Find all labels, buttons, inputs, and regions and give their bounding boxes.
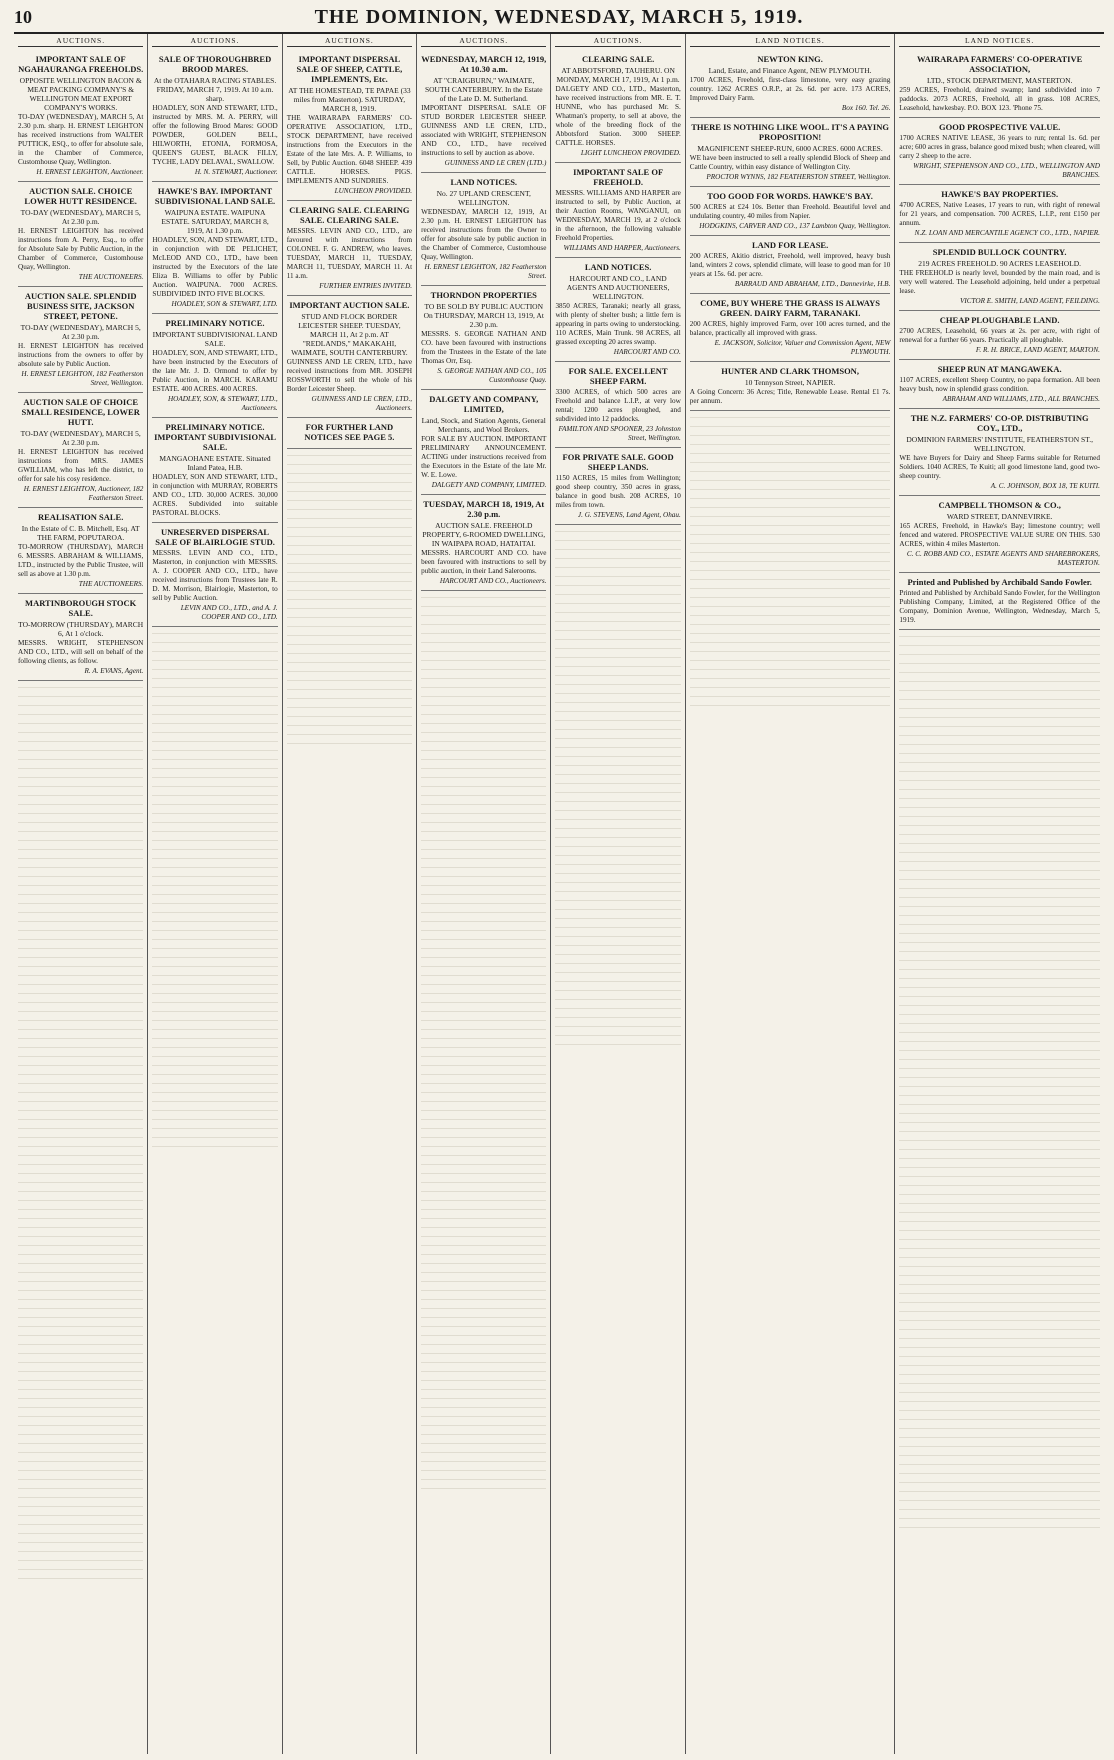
ad-title: WEDNESDAY, MARCH 12, 1919, At 10.30 a.m. xyxy=(421,54,547,74)
advertisement xyxy=(421,495,546,591)
ad-body: H. ERNEST LEIGHTON has received instructions from A. Perry, Esq., to offer for Absolute Sale by Public Auction, in the Chamber of Commerce, Customhouse Quay, Wellington. xyxy=(18,227,144,271)
column-header: LAND NOTICES. xyxy=(690,36,891,47)
advertisement xyxy=(287,418,412,449)
ad-title: AUCTION SALE. SPLENDID BUSINESS SITE, JACKSON STREET, PETONE. xyxy=(24,291,137,321)
ad-body: 1700 ACRES, Freehold, first-class limestone, very easy grazing country. 1262 ACRES O.R.P., at 2s. 6d. per acre. 173 ACRES, Improved Dairy Farm. xyxy=(689,76,891,102)
advertisement xyxy=(899,50,1100,118)
column-header: AUCTIONS. xyxy=(152,36,277,47)
ad-signature: Box 160. Tel. 26. xyxy=(841,104,891,112)
ad-title: THE N.Z. FARMERS' CO-OP. DISTRIBUTING COY., LTD., xyxy=(910,413,1089,433)
ad-subtitle: TO-DAY (WEDNESDAY), MARCH 5, At 2.30 p.m. xyxy=(20,208,141,226)
ad-subtitle: MAGNIFICENT SHEEP-RUN, 6000 ACRES. 6000 ACRES. xyxy=(697,144,883,153)
ad-title: GOOD PROSPECTIVE VALUE. xyxy=(939,122,1061,132)
advertisement xyxy=(421,50,546,173)
column-3 xyxy=(283,34,417,1754)
ad-signature: H. N. STEWART, Auctioneer. xyxy=(194,168,278,176)
advertisement xyxy=(18,287,143,393)
ad-signature: FURTHER ENTRIES INVITED. xyxy=(319,282,413,290)
advertisement xyxy=(899,243,1100,311)
ad-title: LAND NOTICES. xyxy=(584,262,652,272)
ad-signature: H. ERNEST LEIGHTON, Auctioneer, 182 Featherston Street. xyxy=(23,485,144,502)
ad-subtitle: In the Estate of C. B. Mitchell, Esq. AT THE FARM, POPUTAROA. xyxy=(21,524,140,542)
ad-signature: LIGHT LUNCHEON PROVIDED. xyxy=(580,149,681,157)
ad-signature: H. ERNEST LEIGHTON, 182 Featherston Street. xyxy=(424,263,547,280)
ad-subtitle: Land, Estate, and Finance Agent, NEW PLYMOUTH. xyxy=(708,66,872,75)
ad-subtitle: DOMINION FARMERS' INSTITUTE, FEATHERSTON ST., WELLINGTON. xyxy=(906,435,1093,453)
ad-body: H. ERNEST LEIGHTON has received instructions from the owners to offer by absolute sale by Public Auction. xyxy=(18,342,144,368)
ad-title: AUCTION SALE. CHOICE LOWER HUTT RESIDENCE. xyxy=(24,186,137,206)
ad-title: CAMPBELL THOMSON & CO., xyxy=(938,500,1061,510)
advertisement xyxy=(899,496,1100,573)
small-print-text-block xyxy=(18,681,143,1581)
ad-body: 2700 ACRES, Leasehold, 66 years at 2s. per acre, with right of renewal for a further 66 years. Practically all ploughable. xyxy=(899,327,1100,344)
columns xyxy=(14,34,1104,1754)
ad-body: Printed and Published by Archibald Sando Fowler, for the Wellington Publishing Company, Limited, at the Registered Office of the Company, Dominion Avenue, Wellington, Wednesday, March 5, 1919. xyxy=(899,589,1100,624)
advertisement xyxy=(555,163,680,258)
ad-title: AUCTION SALE OF CHOICE SMALL RESIDENCE, LOWER HUTT. xyxy=(21,397,140,427)
column-header: AUCTIONS. xyxy=(421,36,546,47)
ad-signature: GUINNESS AND LE CREN, LTD., Auctioneers. xyxy=(311,395,413,412)
ad-signature: HARCOURT AND CO., Auctioneers. xyxy=(439,577,547,585)
ad-body: DALGETY AND CO., LTD., Masterton, have received instructions from MR. E. T. HUNNE, who has purchased Mr. S. Whatman's property, to sell at above, the whole of the breeding flock of the Abbotsford Station. 3000 SHEEP. CATTLE. HORSES. xyxy=(555,85,681,147)
ad-title: REALISATION SALE. xyxy=(38,512,124,522)
advertisement xyxy=(18,50,143,182)
advertisement xyxy=(421,173,546,286)
ad-subtitle: IMPORTANT SUBDIVISIONAL LAND SALE. xyxy=(152,330,278,348)
ad-subtitle: At the OTAHARA RACING STABLES. FRIDAY, MARCH 7, 1919. At 10 a.m. sharp. xyxy=(153,76,277,103)
ad-title: IMPORTANT DISPERSAL SALE OF SHEEP, CATTLE, IMPLEMENTS, Etc. xyxy=(296,54,403,84)
ad-title: IMPORTANT SALE OF NGAHAURANGA FREEHOLDS. xyxy=(18,54,144,74)
ad-subtitle: WARD STREET, DANNEVIRKE. xyxy=(946,512,1053,521)
ad-body: 200 ACRES, highly improved Farm, over 100 acres turned, and the balance, practically all improved with grass. xyxy=(689,320,891,337)
ad-body: MESSRS. S. GEORGE NATHAN AND CO. have been favoured with instructions from the Trustees in the Estate of the late Thomas Orr, Esq. xyxy=(421,330,547,365)
advertisement xyxy=(555,258,680,362)
column-header: AUCTIONS. xyxy=(18,36,143,47)
ad-body: A Going Concern: 36 Acres; Title, Renewable Lease. Rental £1 7s. per annum. xyxy=(689,388,891,405)
ad-title: SPLENDID BULLOCK COUNTRY. xyxy=(932,247,1067,257)
ad-signature: BARRAUD AND ABRAHAM, LTD., Dannevirke, H.B. xyxy=(734,280,891,288)
advertisement xyxy=(421,390,546,495)
ad-title: PRELIMINARY NOTICE. xyxy=(165,318,265,328)
ad-signature: HARCOURT AND CO. xyxy=(613,348,681,356)
ad-title: HAWKE'S BAY PROPERTIES. xyxy=(941,189,1059,199)
ad-signature: HOADLEY, SON, & STEWART, LTD., Auctioneers. xyxy=(167,395,278,412)
column-header: LAND NOTICES. xyxy=(899,36,1100,47)
ad-body: HOADLEY, SON AND STEWART, LTD., instructed by MRS. M. A. PERRY, will offer the following Brood Mares: GOOD POWDER, GOLDEN BELL, HILWORTH, ETONIA, FORMOSA, QUEEN'S GUEST, BLACK FILLY, TYCHE, LADY DELAVAL, SWALLOW. xyxy=(152,104,278,166)
ad-body: 165 ACRES, Freehold, in Hawke's Bay; limestone country; well fenced and watered. PROSPECTIVE VALUE SURE ON THIS. 530 ACRES, within 4 miles Masterton. xyxy=(899,522,1100,548)
ad-body: TO-DAY (WEDNESDAY), MARCH 5, At 2.30 p.m. sharp. H. ERNEST LEIGHTON has received instructions from WALTER PUTTICK, ESQ., to offer for absolute sale, in the Chamber of Commerce, Customhouse Quay, Wellington. xyxy=(18,113,144,166)
advertisement xyxy=(18,508,143,594)
ad-body: 200 ACRES, Akitio district, Freehold, well improved, heavy bush land, winters 2 cows, splendid climate, will lease to good man for 10 years at 15s. 6d. per acre. xyxy=(689,252,891,278)
ad-title: FOR PRIVATE SALE. GOOD SHEEP LANDS. xyxy=(562,452,674,472)
ad-body: HOADLEY, SON, AND STEWART, LTD., have been instructed by the Executors of the late Mr. J. D. Ormond to offer by Public Auction, in MARCH. KARAMU ESTATE. 400 ACRES. 400 ACRES. xyxy=(152,349,278,393)
ad-subtitle: AT "CRAIGBURN," WAIMATE, SOUTH CANTERBURY. In the Estate of the Late D. M. Sutherland. xyxy=(424,76,543,103)
column-7 xyxy=(895,34,1104,1754)
advertisement xyxy=(287,296,412,418)
ad-subtitle: TO BE SOLD BY PUBLIC AUCTION On THURSDAY, MARCH 13, 1919, At 2.30 p.m. xyxy=(423,302,544,329)
advertisement xyxy=(18,393,143,508)
advertisement xyxy=(690,236,891,294)
ad-body: TO-MORROW (THURSDAY), MARCH 6. MESSRS. ABRAHAM & WILLIAMS, LTD., instructed by the Public Trustee, will sell as above at 1.30 p.m. xyxy=(18,543,144,578)
ad-title: THERE IS NOTHING LIKE WOOL. IT'S A PAYING PROPOSITION! xyxy=(691,122,889,142)
ad-title: SALE OF THOROUGHBRED BROOD MARES. xyxy=(158,54,272,74)
ad-signature: HODGKINS, CARVER AND CO., 137 Lambton Quay, Wellington. xyxy=(699,222,891,230)
ad-signature: HOADLEY, SON & STEWART, LTD. xyxy=(171,300,278,308)
newspaper-title: THE DOMINION, WEDNESDAY, MARCH 5, 1919. xyxy=(314,6,804,28)
advertisement xyxy=(555,50,680,163)
advertisement xyxy=(152,182,277,314)
advertisement xyxy=(690,187,891,236)
column-header: AUCTIONS. xyxy=(555,36,680,47)
ad-signature: R. A. EVANS, Agent. xyxy=(84,667,144,675)
advertisement xyxy=(555,362,680,448)
advertisement xyxy=(555,448,680,525)
ad-subtitle: AT THE HOMESTEAD, TE PAPAE (33 miles from Masterton). SATURDAY, MARCH 8, 1919. xyxy=(288,86,411,113)
ad-title: MARTINBOROUGH STOCK SALE. xyxy=(25,598,137,618)
ad-title: CLEARING SALE. xyxy=(581,54,655,64)
ad-subtitle: LTD., STOCK DEPARTMENT, MASTERTON. xyxy=(926,76,1073,85)
ad-title: TUESDAY, MARCH 18, 1919, At 2.30 p.m. xyxy=(423,499,545,519)
ad-body: H. ERNEST LEIGHTON has received instructions from MRS. JAMES GWILLIAM, who has left the district, to offer for sale his cosy residence. xyxy=(18,448,144,483)
ad-body: THE WAIRARAPA FARMERS' CO-OPERATIVE ASSOCIATION, LTD., STOCK DEPARTMENT, have received instructions from the Executors in the Estate of the late Mrs. A. P. Williams, to Sell, by Public Auction. 6048 SHEEP. 439 CATTLE. HORSES. PIGS. IMPLEMENTS AND SUNDRIES. xyxy=(286,114,413,185)
advertisement xyxy=(287,201,412,296)
ad-body: 500 ACRES at £24 10s. Better than Freehold. Beautiful level and undulating country, 40 miles from Napier. xyxy=(689,203,891,220)
column-header: AUCTIONS. xyxy=(287,36,412,47)
ad-title: Printed and Published by Archibald Sando Fowler. xyxy=(907,577,1092,587)
advertisement xyxy=(690,118,891,187)
ad-signature: F. R. H. BRICE, LAND AGENT, MARTON. xyxy=(975,346,1100,354)
ad-body: 3850 ACRES, Taranaki; nearly all grass, with plenty of shelter bush; a little fern is appearing in parts owing to understocking. 110 ACRES, Main Trunk. 98 ACRES, all grassed excepting 20 acres swamp. xyxy=(555,302,681,346)
advertisement xyxy=(152,418,277,523)
column-6 xyxy=(686,34,896,1754)
ad-body: MESSRS. LEVIN AND CO., LTD., are favoured with instructions from COLONEL F. G. ANDREW, who leaves. TUESDAY, MARCH 11, TUESDAY, MARCH 11, TUESDAY, MARCH 11. At 11 a.m. xyxy=(286,227,413,280)
advertisement xyxy=(690,362,891,411)
ad-body: 1150 ACRES, 15 miles from Wellington; good sheep country, 350 acres in grass, balance in good bush. 208 ACRES, 10 miles from town. xyxy=(555,474,681,509)
column-4 xyxy=(417,34,551,1754)
ad-signature: LEVIN AND CO., LTD., and A. J. COOPER AND CO., LTD. xyxy=(180,604,278,621)
ad-signature: WRIGHT, STEPHENSON AND CO., LTD., WELLINGTON AND BRANCHES. xyxy=(913,162,1100,179)
ad-body: 259 ACRES, Freehold, drained swamp; land subdivided into 7 paddocks. 2073 ACRES, Freehold, all in grass. 108 ACRES, Leasehold, hawkesbay. P.O. BOX 123. 'Phone 75. xyxy=(899,86,1100,112)
ad-body: MESSRS. LEVIN AND CO., LTD., Masterton, in conjunction with MESSRS. A. J. COOPER AND CO., LTD., have received instructions from Trustees late R. D. M. Morrison, Blairlogie, Masterton, to sell by Public Auction. xyxy=(152,549,278,602)
ad-title: CHEAP PLOUGHABLE LAND. xyxy=(939,315,1060,325)
advertisement xyxy=(152,314,277,418)
ad-subtitle: 10 Tennyson Street, NAPIER. xyxy=(744,378,836,387)
ad-signature: LUNCHEON PROVIDED. xyxy=(334,187,413,195)
ad-title: FOR FURTHER LAND NOTICES SEE PAGE 5. xyxy=(304,422,395,442)
small-print-text-block xyxy=(152,627,277,1147)
ad-signature: PROCTOR WYNNS, 182 FEATHERSTON STREET, Wellington. xyxy=(706,173,891,181)
ad-subtitle: MANGAOHANE ESTATE. Situated Inland Patea, H.B. xyxy=(159,454,271,472)
advertisement xyxy=(899,185,1100,243)
ad-subtitle: TO-MORROW (THURSDAY), MARCH 6, At 1 o'clock. xyxy=(18,620,144,638)
ad-signature: J. G. STEVENS, Land Agent, Ohau. xyxy=(577,511,681,519)
ad-body: GUINNESS AND LE CREN, LTD., have received instructions from MR. JOSEPH ROSSWORTH to sell the whole of his Border Leicester Sheep. xyxy=(286,358,413,393)
ad-signature: S. GEORGE NATHAN AND CO., 105 Customhouse Quay. xyxy=(437,367,547,384)
ad-title: CLEARING SALE. CLEARING SALE. CLEARING SALE. xyxy=(289,205,410,225)
ad-subtitle: 219 ACRES FREEHOLD. 90 ACRES LEASEHOLD. xyxy=(918,259,1082,268)
page-number: 10 xyxy=(14,7,32,27)
ad-title: COME, BUY WHERE THE GRASS IS ALWAYS GREEN. DAIRY FARM, TARANAKI. xyxy=(700,298,881,318)
ad-title: NEWTON KING. xyxy=(757,54,823,64)
ad-signature: N.Z. LOAN AND MERCANTILE AGENCY CO., LTD., NAPIER. xyxy=(914,229,1100,237)
ad-signature: THE AUCTIONEERS. xyxy=(78,273,144,281)
small-print-text-block xyxy=(690,411,891,711)
column-2 xyxy=(148,34,282,1754)
ad-signature: H. ERNEST LEIGHTON, 182 Featherston Street, Wellington. xyxy=(21,370,144,387)
ad-title: WAIRARAPA FARMERS' CO-OPERATIVE ASSOCIATION, xyxy=(917,54,1083,74)
advertisement xyxy=(899,360,1100,409)
ad-signature: C. C. ROBB AND CO., ESTATE AGENTS AND SHAREBROKERS, MASTERTON. xyxy=(906,550,1100,567)
advertisement xyxy=(287,50,412,201)
ad-signature: E. JACKSON, Solicitor, Valuer and Commission Agent, NEW PLYMOUTH. xyxy=(714,339,891,356)
small-print-text-block xyxy=(899,630,1100,1530)
advertisement xyxy=(18,182,143,287)
ad-body: 4700 ACRES, Native Leases, 17 years to run, with right of renewal for 21 years, and compensation. 700 ACRES, L.I.P., rent £150 per annum. xyxy=(899,201,1100,227)
ad-title: SHEEP RUN AT MANGAWEKA. xyxy=(937,364,1062,374)
ad-title: IMPORTANT AUCTION SALE. xyxy=(289,300,410,310)
ad-title: LAND NOTICES. xyxy=(450,177,518,187)
advertisement xyxy=(690,50,891,118)
advertisement xyxy=(899,311,1100,360)
advertisement xyxy=(152,523,277,627)
ad-body: WE have been instructed to sell a really splendid Block of Sheep and Cattle Country, within easy distance of Wellington City. xyxy=(689,154,891,171)
advertisement xyxy=(899,573,1100,630)
ad-body: THE FREEHOLD is nearly level, bounded by the main road, and is very well watered. The Leasehold adjoining, held under a perpetual lease. xyxy=(899,269,1100,295)
ad-body: 1700 ACRES NATIVE LEASE, 36 years to run; rental 1s. 6d. per acre; 600 acres in grass, balance good mixed bush; when cleared, will carry 2 sheep to the acre. xyxy=(899,134,1100,160)
ad-body: MESSRS. HARCOURT AND CO. have been favoured with instructions to sell by public auction, in their Land Salerooms. xyxy=(421,549,547,575)
ad-subtitle: TO-DAY (WEDNESDAY), MARCH 5, At 2.30 p.m. xyxy=(20,323,141,341)
ad-title: THORNDON PROPERTIES xyxy=(430,290,537,300)
ad-title: HUNTER AND CLARK THOMSON, xyxy=(721,366,859,376)
column-1 xyxy=(14,34,148,1754)
ad-signature: WILLIAMS AND HARPER, Auctioneers. xyxy=(563,244,681,252)
ad-title: FOR SALE. EXCELLENT SHEEP FARM. xyxy=(568,366,668,386)
ad-signature: A. C. JOHNSON, BOX 18, TE KUITI. xyxy=(990,482,1100,490)
ad-title: DALGETY AND COMPANY, LIMITED, xyxy=(429,394,539,414)
ad-title: TOO GOOD FOR WORDS. HAWKE'S BAY. xyxy=(707,191,873,201)
ad-title: HAWKE'S BAY. IMPORTANT SUBDIVISIONAL LAND SALE. xyxy=(154,186,276,206)
ad-subtitle: STUD AND FLOCK BORDER LEICESTER SHEEP. TUESDAY, MARCH 11, At 2 p.m. AT "REDLANDS," MAKAKAHI, WAIMATE, SOUTH CANTERBURY. xyxy=(291,312,408,357)
ad-title: PRELIMINARY NOTICE. IMPORTANT SUBDIVISIONAL SALE. xyxy=(154,422,277,452)
ad-signature: ABRAHAM AND WILLIAMS, LTD., ALL BRANCHES. xyxy=(942,395,1100,403)
ad-title: UNRESERVED DISPERSAL SALE OF BLAIRLOGIE STUD. xyxy=(155,527,275,547)
ad-body: MESSRS. WILLIAMS AND HARPER are instructed to sell, by Public Auction, at their Auction Rooms, WANGANUI, on WEDNESDAY, MARCH 19, at 2 o'clock in the afternoon, the following valuable Freehold Properties. xyxy=(555,189,681,242)
small-print-text-block xyxy=(421,591,546,1491)
advertisement xyxy=(690,294,891,362)
column-5 xyxy=(551,34,685,1754)
small-print-text-block xyxy=(555,525,680,1045)
ad-body: FOR SALE BY AUCTION. IMPORTANT PRELIMINARY ANNOUNCEMENT. ACTING under instructions received from the Executors in the Estate of the late Mr. W. E. Lowe. xyxy=(421,435,547,479)
ad-subtitle: HARCOURT AND CO., LAND AGENTS AND AUCTIONEERS, WELLINGTON. xyxy=(566,274,670,301)
ad-subtitle: OPPOSITE WELLINGTON BACON & MEAT PACKING COMPANY'S & WELLINGTON MEAT EXPORT COMPANY'S WORKS. xyxy=(19,76,142,112)
advertisement xyxy=(899,118,1100,185)
ad-body: MESSRS. WRIGHT, STEPHENSON AND CO., LTD., will sell on behalf of the following clients, as follow. xyxy=(18,639,144,665)
ad-subtitle: Land, Stock, and Station Agents, General Merchants, and Wool Brokers. xyxy=(421,416,546,434)
ad-signature: H. ERNEST LEIGHTON, Auctioneer. xyxy=(36,168,144,176)
ad-title: IMPORTANT SALE OF FREEHOLD. xyxy=(573,167,664,187)
ad-signature: THE AUCTIONEERS. xyxy=(78,580,144,588)
ad-subtitle: No. 27 UPLAND CRESCENT, WELLINGTON. xyxy=(436,189,531,207)
ad-signature: DALGETY AND COMPANY, LIMITED. xyxy=(431,481,547,489)
ad-body: HOADLEY, SON, AND STEWART, LTD., in conjunction with DE PELICHET, McLEOD AND CO., LTD., have been instructed by the Executors of the late Eliza B. Williams to offer by Public Auction. WAIPUNA. 7000 ACRES. SUBDIVIDED INTO FIVE BLOCKS. xyxy=(152,236,278,298)
ad-signature: VICTOR E. SMITH, LAND AGENT, FEILDING. xyxy=(959,297,1100,305)
ad-title: LAND FOR LEASE. xyxy=(751,240,829,250)
ad-subtitle: WAIPUNA ESTATE. WAIPUNA ESTATE. SATURDAY, MARCH 8, 1919, At 1.30 p.m. xyxy=(161,208,269,235)
ad-body: WEDNESDAY, MARCH 12, 1919, At 2.30 p.m. H. ERNEST LEIGHTON has received instructions from the Owner to offer for absolute sale by public auction in the Chamber of Commerce, Customhouse Quay, Wellington. xyxy=(421,208,547,261)
ad-body: HOADLEY, SON AND STEWART, LTD., in conjunction with MURRAY, ROBERTS AND CO., LTD. 30,000 ACRES. 30,000 ACRES. Subdivided into suitable PASTORAL BLOCKS. xyxy=(152,473,278,517)
small-print-text-block xyxy=(287,449,412,749)
advertisement xyxy=(18,594,143,681)
advertisement xyxy=(421,286,546,390)
ad-subtitle: AT ABBOTSFORD, TAUHERU. ON MONDAY, MARCH 17, 1919, At 1 p.m. xyxy=(556,66,680,84)
advertisement xyxy=(152,50,277,182)
ad-signature: FAMILTON AND SPOONER, 23 Johnston Street, Wellington. xyxy=(558,425,681,442)
ad-body: 3300 ACRES, of which 500 acres are Freehold and balance L.I.P., at very low rental; 1200 acres ploughed, and subdivided into 12 paddocks. xyxy=(555,388,681,423)
ad-body: 1107 ACRES, excellent Sheep Country, no papa formation. All been heavy bush, now in splendid grass condition. xyxy=(899,376,1100,393)
ad-body: WE have Buyers for Dairy and Sheep Farms suitable for Returned Soldiers. 1040 ACRES, Te Kuiti; all good limestone land, good two-sheep country. xyxy=(899,454,1100,480)
ad-body: IMPORTANT DISPERSAL SALE OF STUD BORDER LEICESTER SHEEP. GUINNESS AND LE CREN, LTD., associated with WRIGHT, STEPHENSON AND CO., LTD., have received instructions to sell by auction as above. xyxy=(421,104,547,157)
masthead xyxy=(14,6,1104,34)
ad-subtitle: AUCTION SALE. FREEHOLD PROPERTY, 6-ROOMED DWELLING, IN WAIPAPA ROAD, HATAITAI. xyxy=(422,521,546,548)
advertisement xyxy=(899,409,1100,496)
ad-signature: GUINNESS AND LE CREN (LTD.) xyxy=(444,159,547,167)
ad-subtitle: TO-DAY (WEDNESDAY), MARCH 5, At 2.30 p.m. xyxy=(20,429,141,447)
